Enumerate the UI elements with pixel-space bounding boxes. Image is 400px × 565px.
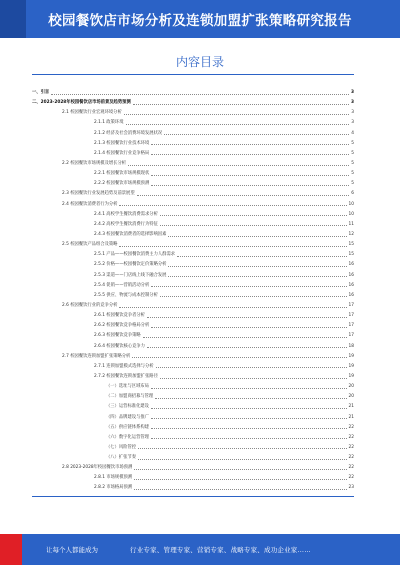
toc-leader-dots [168,236,346,237]
toc-entry[interactable] [32,230,354,240]
toc-entry[interactable] [32,342,354,352]
toc-page-number: 16 [348,262,354,268]
toc-leader-dots [151,438,347,439]
toc-page-number: 19 [348,353,354,359]
toc-entry[interactable] [32,169,354,179]
toc-leader-dots [168,276,346,277]
toc-page-number: 19 [348,363,354,369]
toc-entry-title: （一）选址与区域布局 [106,384,149,390]
toc-page-number: 19 [348,373,354,379]
toc-entry[interactable] [32,321,354,331]
toc-entry[interactable] [32,331,354,341]
toc-entry-title: （八）扩张节奏 [106,455,137,461]
toc-page-number: 16 [348,272,354,278]
toc-entry-title: 2.1 校园餐饮行业宏观环境分析 [62,110,122,116]
toc-leader-dots [151,428,347,429]
toc-entry[interactable] [32,189,354,199]
toc-entry[interactable] [32,159,354,169]
toc-page-number: 17 [348,313,354,319]
toc-leader-dots [151,388,347,389]
toc-heading: 内容目录 [175,55,224,69]
toc-leader-dots [138,448,346,449]
toc-entry[interactable] [32,210,354,220]
toc-entry[interactable] [32,301,354,311]
toc-leader-dots [137,195,350,196]
footer-slogan-right: 行业专家、管理专家、营销专家、战略专家、成功企业家…… [130,546,311,554]
toc-leader-dots [143,337,347,338]
toc-leader-dots [151,418,347,419]
toc-entry-title: 二、2023-2028年校园餐饮店市场前景及趋势预测 [32,100,131,106]
toc-entry-title: 2.8.2 市场格局预测 [94,485,133,491]
toc-entry[interactable] [32,392,354,402]
toc-page-number: 16 [348,282,354,288]
toc-page-number: 22 [348,434,354,440]
toc-entry-title: 2.7 校园餐饮连锁加盟扩张策略分析 [62,353,131,359]
toc-leader-dots [119,246,346,247]
toc-page-number: 6 [351,191,354,197]
toc-page-number: 5 [351,140,354,146]
toc-leader-dots [119,307,346,308]
toc-leader-dots [160,378,347,379]
toc-entry[interactable] [32,139,354,149]
toc-page-number: 11 [348,221,354,227]
toc-leader-dots [147,347,347,348]
toc-page-number: 3 [351,110,354,116]
report-title: 校园餐饮店市场分析及连锁加盟扩张策略研究报告 [48,13,352,29]
toc-leader-dots [151,154,349,155]
toc-entry-title: 2.8.1 市场规模预测 [94,475,133,481]
toc-entry-title: 2.1.4 校园餐饮行业竞争格局 [94,150,150,156]
toc-entry[interactable] [32,179,354,189]
toc-entry-title: 2.7.2 校园餐饮连锁加盟扩张路径 [94,373,158,379]
toc-entry-title: 2.2.1 校园餐饮市场规模现状 [94,171,150,177]
toc-entry-title: 2.8 2023-2028年校园餐饮市场预测 [62,465,133,471]
toc-leader-dots [151,327,346,328]
toc-entry-title: （四）品牌建设与推广 [106,414,149,420]
toc-entry-title: 2.5.1 产品——校园餐饮消费主力人群需求 [94,252,176,258]
toc-leader-dots [160,215,347,216]
toc-page-number: 5 [351,150,354,156]
toc-entry[interactable] [32,413,354,423]
toc-entry-title: 2.5 校园餐饮产品组合及策略 [62,242,118,248]
toc-entry-title: 2.5.5 供应、物流与成本控制分析 [94,292,158,298]
toc-leader-dots [134,469,346,470]
toc-entry[interactable] [32,260,354,270]
toc-entry[interactable] [32,453,354,463]
toc-page-number: 22 [348,455,354,461]
toc-leader-dots [168,266,346,267]
toc-entry-title: 2.6 校园餐饮行业的竞争分析 [62,302,118,308]
toc-entry-title: （三）运营标准化建设 [106,404,149,410]
toc-leader-dots [151,144,349,145]
toc-entry-title: 2.2 校园餐饮市场规模及增长分析 [62,160,127,166]
toc-leader-dots [138,459,346,460]
toc-entry[interactable] [32,402,354,412]
toc-page-number: 22 [348,475,354,481]
toc-entry-title: 2.4.2 高校学生餐饮消费行为特征 [94,221,158,227]
toc-page-number: 15 [348,242,354,248]
toc-entry[interactable] [32,250,354,260]
toc-leader-dots [155,398,346,399]
toc-entry-title: （二）加盟商招募与管理 [106,394,154,400]
page-footer [0,534,400,565]
toc-page-number: 18 [348,343,354,349]
toc-page-number: 20 [348,394,354,400]
toc-entry-title: 2.6.3 校园餐饮竞争策略 [94,333,141,339]
toc-entry[interactable] [32,118,354,128]
toc-leader-dots [160,296,347,297]
toc-entry-title: 2.3 校园餐饮行业发展趋势及前景展望 [62,191,135,197]
toc-entry-title: （七）风险管控 [106,444,137,450]
toc-entry-title: 2.1.2 经济及社会消费环境发展状况 [94,130,163,136]
toc-page-number: 17 [348,323,354,329]
toc-page-number: 21 [348,414,354,420]
toc-entry[interactable] [32,149,354,159]
toc-entry-title: 2.1.1 政策环境 [94,120,124,126]
toc-entry[interactable] [32,311,354,321]
toc-entry[interactable] [32,372,354,382]
toc-leader-dots [151,185,349,186]
toc-entry[interactable] [32,483,354,493]
toc-leader-dots [119,205,346,206]
toc-page-number: 21 [348,404,354,410]
toc-leader-dots [151,408,347,409]
toc-entry[interactable] [32,271,354,281]
toc-entry[interactable] [32,108,354,118]
toc-entry-title: 一、引言 [32,90,50,95]
toc-entry-title: 2.6.1 校园餐饮竞争者分析 [94,313,145,319]
footer-accent-bar [0,534,22,565]
toc-leader-dots [160,225,347,226]
toc-entry[interactable] [32,98,354,108]
toc-page-number: 12 [348,231,354,237]
toc-bottom-rule [32,496,354,497]
toc-page-number: 3 [351,120,354,126]
toc-page-number: 16 [348,292,354,298]
toc-leader-dots [147,317,347,318]
toc-entry[interactable] [32,129,354,139]
toc-page-number: 17 [348,333,354,339]
toc-entry[interactable] [32,473,354,483]
toc-leader-dots [132,357,346,358]
toc-page-number: 23 [348,485,354,491]
toc-page-number: 4 [351,130,354,136]
toc-page-number: 5 [351,171,354,177]
toc-entry[interactable] [32,433,354,443]
toc-leader-dots [124,114,350,115]
toc-entry-title: 2.7.1 连锁加盟模式选择与分析 [94,363,154,369]
toc-leader-dots [126,124,350,125]
toc-entry-title: 2.4.1 高校学生餐饮消费需求分析 [94,211,158,217]
toc-leader-dots [151,286,346,287]
toc-page-number: 3 [351,90,354,95]
toc-leader-dots [128,165,349,166]
toc-entry-title: 2.6.4 校园餐饮核心竞争力 [94,343,145,349]
toc-entry[interactable] [32,362,354,372]
toc-page-number: 15 [348,252,354,258]
toc-page-number: 5 [351,181,354,187]
toc-entry[interactable] [32,220,354,230]
toc-leader-dots [134,479,346,480]
toc-entry[interactable] [32,443,354,453]
toc-page-number: 17 [348,302,354,308]
footer-slogan-left: 让每个人都能成为 [46,546,98,554]
toc-entry-title: 2.5.3 渠道——门店线上线下融合发展 [94,272,167,278]
toc-entry-title: 2.4.3 校园餐饮消费者的选择影响因素 [94,231,167,237]
toc-page-number: 20 [348,384,354,390]
toc-entry[interactable] [32,291,354,301]
toc-entry-title: （六）数字化运营管理 [106,434,149,440]
toc-entry[interactable] [32,352,354,362]
toc-entry-title: （五）供应链体系构建 [106,424,149,430]
toc-entry-title: 2.2.2 校园餐饮市场规模预测 [94,181,150,187]
toc-page-number: 5 [351,160,354,166]
toc-entry[interactable] [32,240,354,250]
toc-leader-dots [134,489,346,490]
toc-entry-title: 2.1.3 校园餐饮行业技术环境 [94,140,150,146]
toc-page-number: 10 [348,201,354,207]
toc-top-rule [32,74,354,75]
toc-entry[interactable] [32,463,354,473]
page-header [0,0,400,38]
toc-page-number: 22 [348,465,354,471]
toc-leader-dots [177,256,346,257]
toc-leader-dots [156,367,347,368]
toc-entry-title: 2.4 校园餐饮消费者行为分析 [62,201,118,207]
toc-entry[interactable] [32,281,354,291]
toc-leader-dots [133,104,349,105]
toc-entry-title: 2.6.2 校园餐饮竞争格局分析 [94,323,150,329]
toc-leader-dots [51,94,349,95]
toc-entry[interactable] [32,423,354,433]
toc-entry[interactable] [32,88,354,98]
toc-leader-dots [164,134,349,135]
toc-entry[interactable] [32,200,354,210]
toc-page-number: 22 [348,444,354,450]
toc-page-number: 10 [348,211,354,217]
toc-entry-title: 2.5.2 价格——校园餐饮定价策略分析 [94,262,167,268]
toc-page-number: 3 [351,100,354,106]
toc-page-number: 22 [348,424,354,430]
toc-entry[interactable] [32,382,354,392]
toc-leader-dots [151,175,349,176]
table-of-contents [32,88,354,494]
toc-entry-title: 2.5.4 促销——营销活动分析 [94,282,150,288]
